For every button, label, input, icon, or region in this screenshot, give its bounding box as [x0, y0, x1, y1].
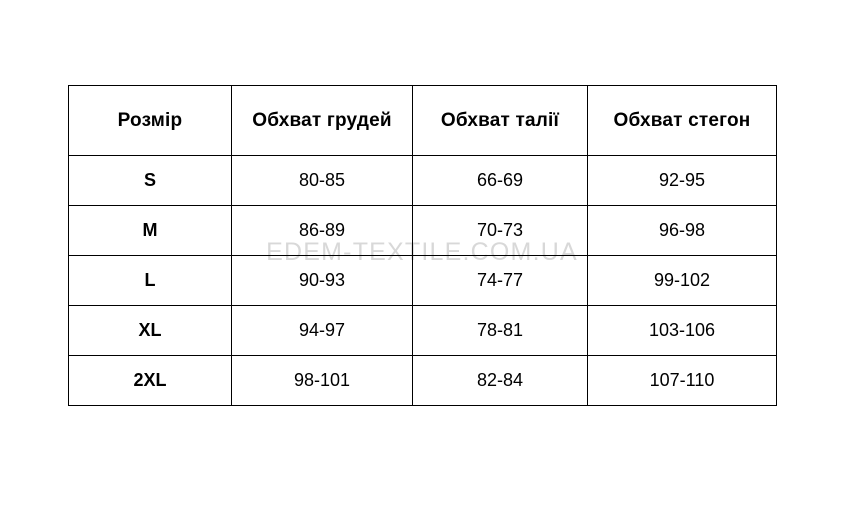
cell-waist: 70-73: [413, 206, 588, 256]
cell-hips: 96-98: [588, 206, 777, 256]
column-header-hips: Обхват стегон: [588, 86, 777, 156]
table-row: [69, 306, 777, 356]
table-row: [69, 206, 777, 256]
cell-size: 2XL: [69, 356, 232, 406]
table-body: [69, 156, 777, 406]
cell-hips: 103-106: [588, 306, 777, 356]
cell-size: M: [69, 206, 232, 256]
watermark-text: EDEM-TEXTILE.COM.UA: [266, 238, 578, 266]
cell-chest: 94-97: [232, 306, 413, 356]
cell-waist: 78-81: [413, 306, 588, 356]
table-row: [69, 256, 777, 306]
cell-chest: 98-101: [232, 356, 413, 406]
cell-size: XL: [69, 306, 232, 356]
cell-waist: 82-84: [413, 356, 588, 406]
cell-chest: 90-93: [232, 256, 413, 306]
cell-waist: 66-69: [413, 156, 588, 206]
cell-waist: 74-77: [413, 256, 588, 306]
table-row: [69, 156, 777, 206]
cell-size: L: [69, 256, 232, 306]
cell-size: S: [69, 156, 232, 206]
table-row: [69, 356, 777, 406]
size-chart-table: [68, 85, 777, 406]
column-header-waist: Обхват талії: [413, 86, 588, 156]
table-header-row: [69, 86, 777, 156]
column-header-chest: Обхват грудей: [232, 86, 413, 156]
column-header-size: Розмір: [69, 86, 232, 156]
cell-hips: 99-102: [588, 256, 777, 306]
cell-chest: 80-85: [232, 156, 413, 206]
cell-hips: 92-95: [588, 156, 777, 206]
table-header: [69, 86, 777, 156]
cell-chest: 86-89: [232, 206, 413, 256]
size-chart-container: [68, 85, 776, 406]
cell-hips: 107-110: [588, 356, 777, 406]
